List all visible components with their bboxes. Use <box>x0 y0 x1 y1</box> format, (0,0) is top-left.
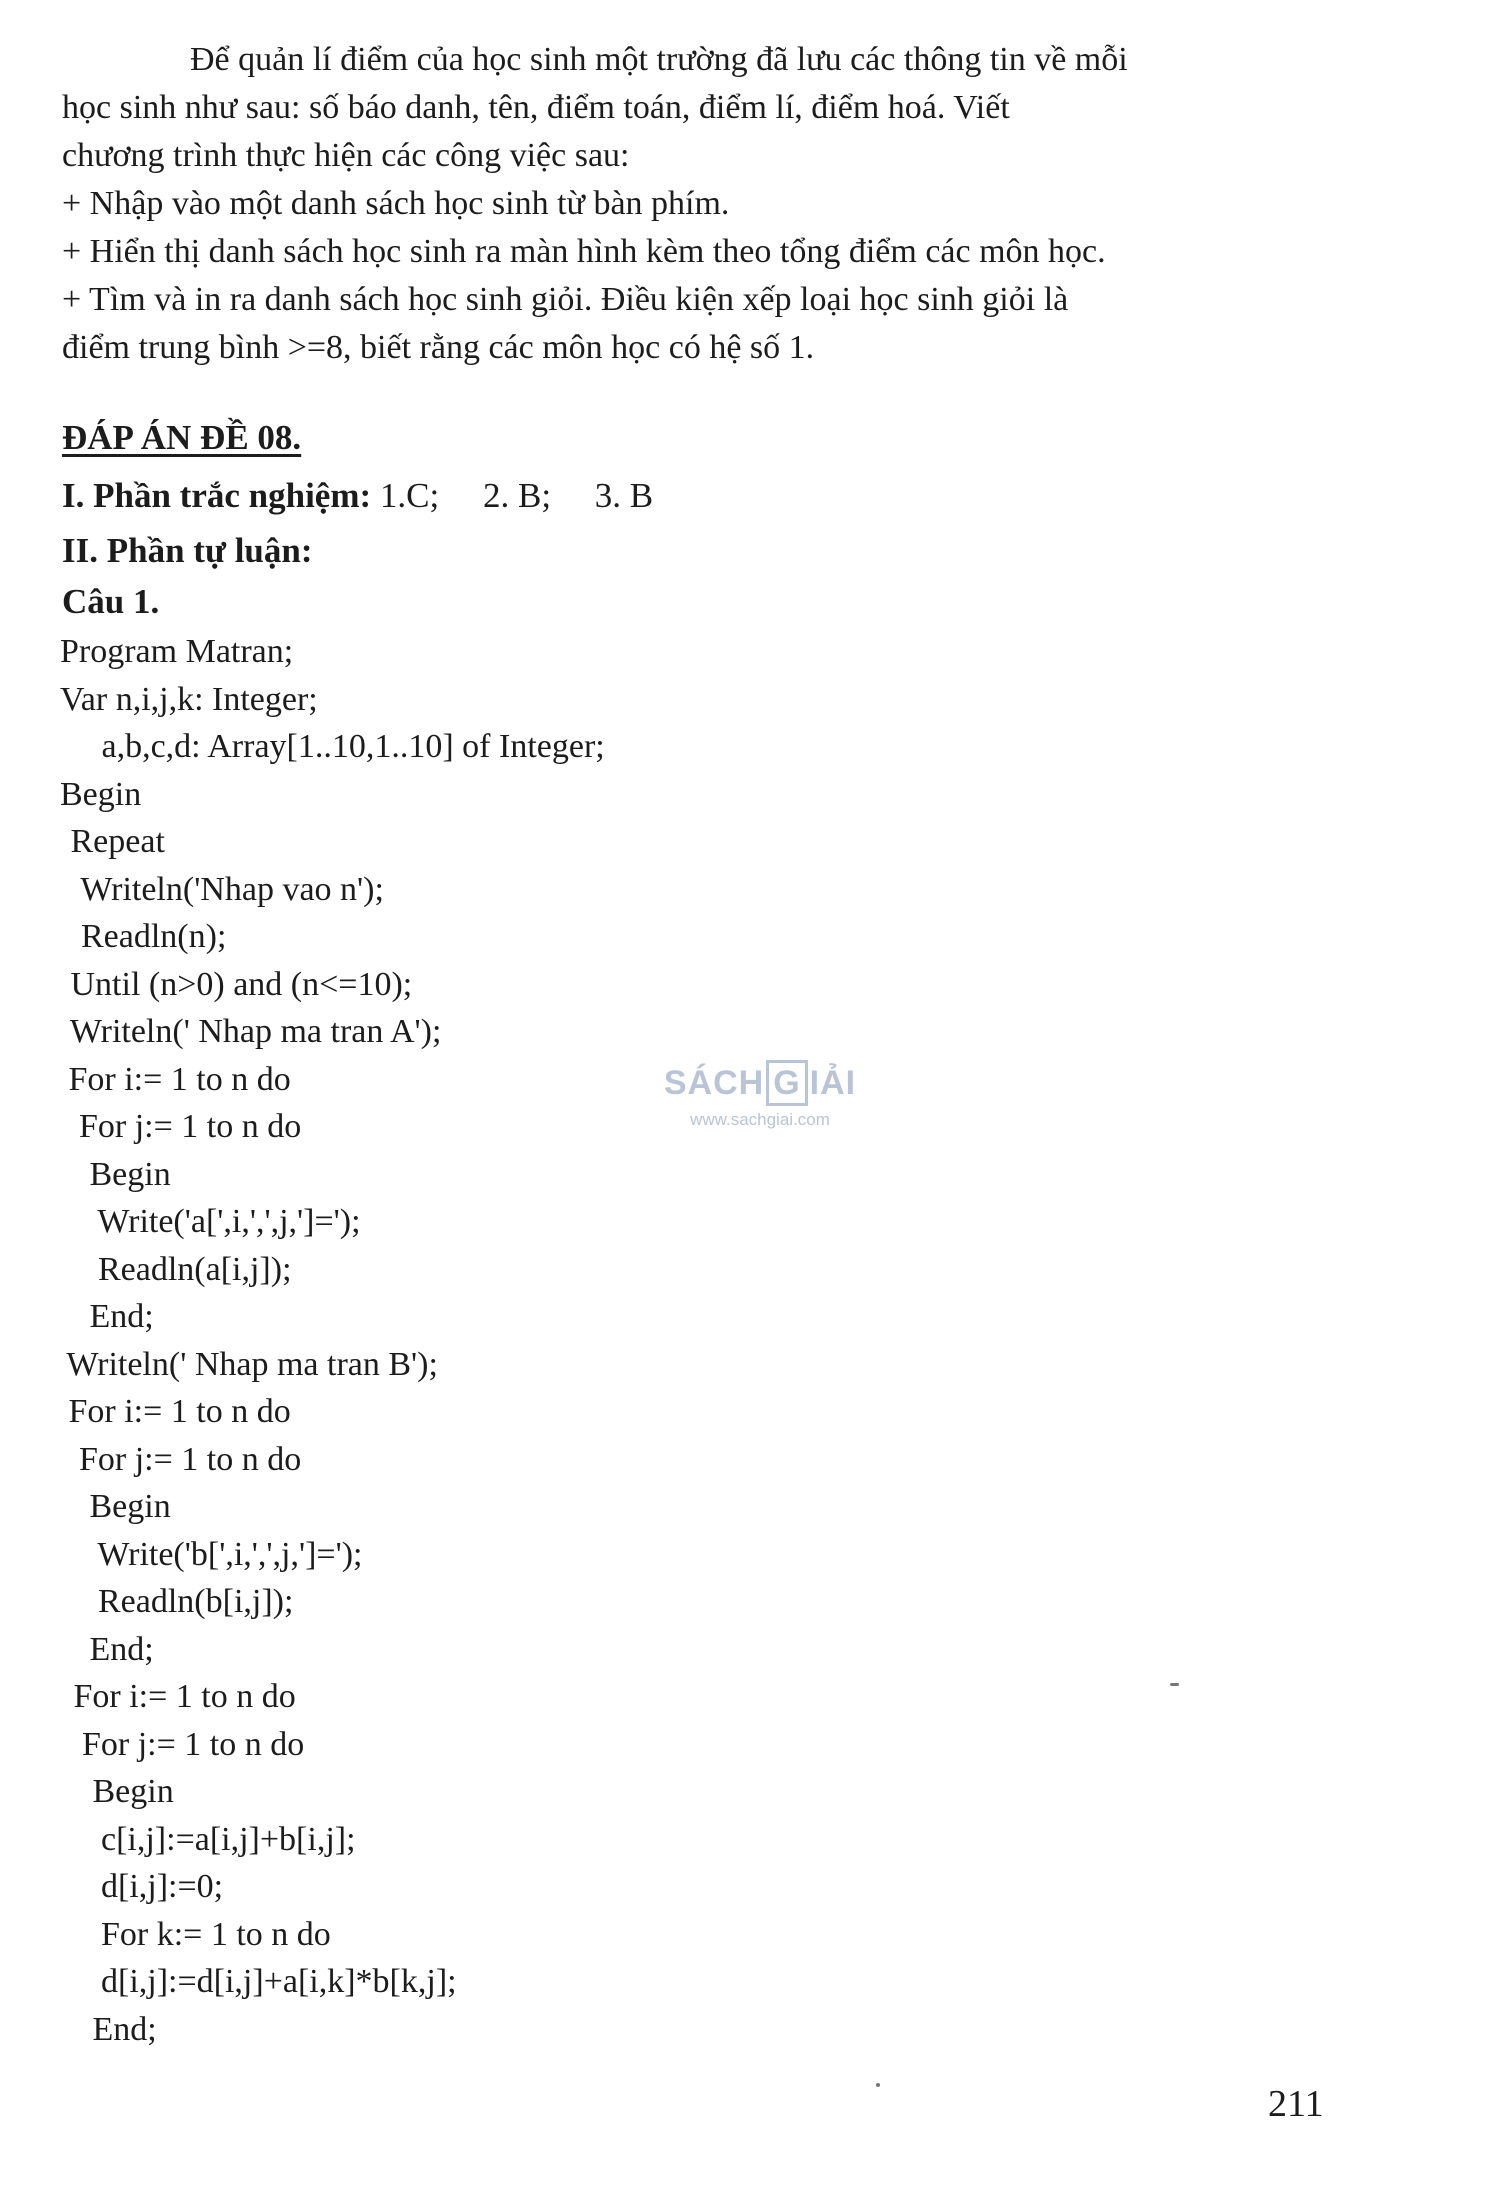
watermark-url: www.sachgiai.com <box>690 1110 830 1129</box>
code-line: Repeat <box>62 823 165 860</box>
part1-label: I. Phần trắc nghiệm: <box>62 476 372 515</box>
code-line: d[i,j]:=d[i,j]+a[i,k]*b[k,j]; <box>50 1963 457 2000</box>
code-line: a,b,c,d: Array[1..10,1..10] of Integer; <box>76 728 605 765</box>
intro-line: điểm trung bình >=8, biết rằng các môn học có hệ số 1. <box>62 329 815 366</box>
code-line: Write('b[',i,',',j,']='); <box>64 1535 363 1573</box>
scan-speck <box>876 2083 880 2087</box>
intro-line: Để quản lí điểm của học sinh một trường đã lưu các thông tin về mỗi <box>190 41 1128 78</box>
code-line: Begin <box>64 1488 171 1525</box>
intro-line: + Hiển thị danh sách học sinh ra màn hình kèm theo tổng điểm các môn học. <box>62 233 1106 270</box>
code-line: d[i,j]:=0; <box>50 1868 224 1905</box>
code-line: Var n,i,j,k: Integer; <box>60 680 318 718</box>
code-line: For i:= 1 to n do <box>60 1060 291 1098</box>
problem-statement <box>62 36 1362 372</box>
intro-line: chương trình thực hiện các công việc sau: <box>62 137 630 174</box>
code-line: Writeln(' Nhap ma tran B'); <box>50 1345 438 1383</box>
code-line: Begin <box>64 1155 171 1193</box>
code-line: End; <box>64 1630 154 1668</box>
code-line: Program Matran; <box>60 633 294 670</box>
page-number: 211 <box>1268 2083 1324 2125</box>
code-line: Until (n>0) and (n<=10); <box>62 965 413 1003</box>
pascal-code-block <box>0 628 605 2053</box>
code-line: Readln(n); <box>64 918 227 955</box>
code-line: Readln(b[i,j]); <box>64 1583 294 1620</box>
code-line: Begin <box>60 775 142 813</box>
watermark-logo <box>650 1060 870 1106</box>
code-line: Readln(a[i,j]); <box>64 1250 292 1288</box>
intro-line: + Nhập vào một danh sách học sinh từ bàn phím. <box>62 185 730 222</box>
watermark <box>650 1060 870 1130</box>
code-line: Writeln('Nhap vao n'); <box>64 870 384 908</box>
code-line: End; <box>64 1298 154 1335</box>
code-line: Begin <box>50 1773 174 1810</box>
code-line: End; <box>50 2010 157 2048</box>
watermark-g-icon: G <box>766 1060 807 1106</box>
watermark-brand-left: SÁCH <box>663 1064 765 1102</box>
code-line: For j:= 1 to n do <box>48 1725 305 1763</box>
intro-line: + Tìm và in ra danh sách học sinh giỏi. Điều kiện xếp loại học sinh giỏi là <box>62 281 1069 318</box>
code-line: For j:= 1 to n do <box>62 1440 302 1478</box>
part1-answers: 1.C; 2. B; 3. B <box>379 476 654 515</box>
question-label: Câu 1. <box>62 582 160 621</box>
answer-key-title: ĐÁP ÁN ĐỀ 08. <box>62 418 302 457</box>
part1-heading <box>62 476 653 516</box>
intro-line: học sinh như sau: số báo danh, tên, điểm toán, điểm lí, điểm hoá. Viết <box>62 89 1010 126</box>
code-line: c[i,j]:=a[i,j]+b[i,j]; <box>50 1820 356 1858</box>
code-line: Write('a[',i,',',j,']='); <box>64 1203 361 1240</box>
part2-heading: II. Phần tự luận: <box>62 531 313 570</box>
code-line: For i:= 1 to n do <box>60 1393 291 1430</box>
code-line: Writeln(' Nhap ma tran A'); <box>62 1013 442 1050</box>
code-line: For j:= 1 to n do <box>62 1108 302 1145</box>
watermark-brand-right: IẢI <box>809 1064 857 1102</box>
code-line: For k:= 1 to n do <box>50 1915 331 1953</box>
scan-speck <box>1170 1683 1179 1686</box>
code-line: For i:= 1 to n do <box>48 1678 296 1715</box>
